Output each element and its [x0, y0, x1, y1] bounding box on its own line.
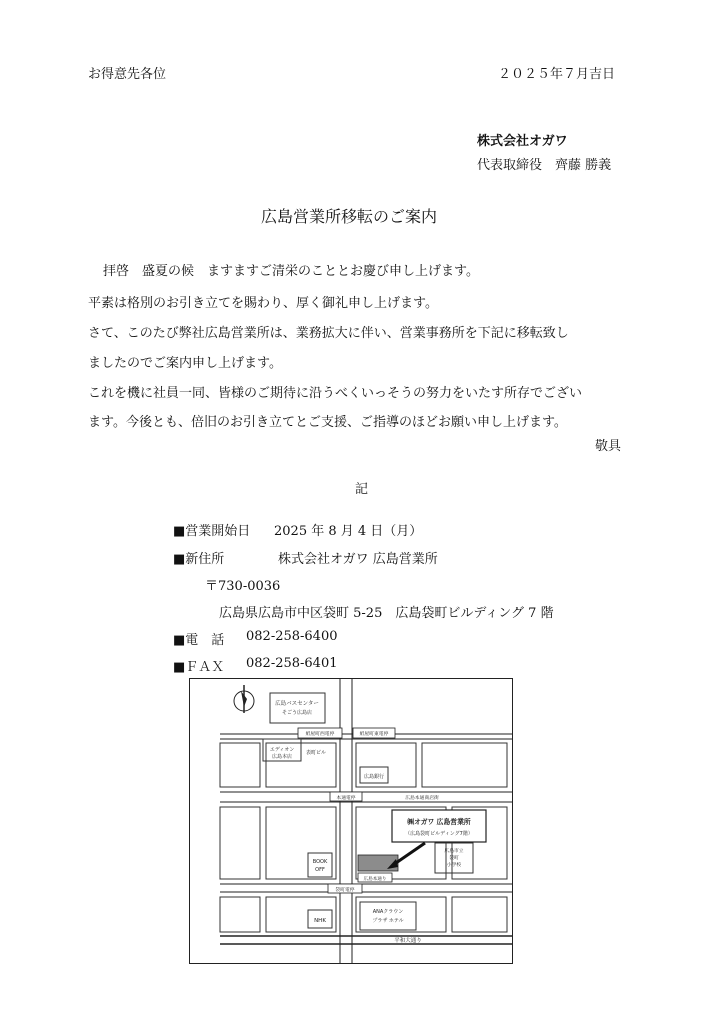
body-line-4: ましたのでご案内申し上げます。 [88, 356, 282, 371]
sender-company: 株式会社オガワ [477, 134, 568, 149]
nishi-bank-label: 広島本通り [363, 877, 387, 882]
location-map [189, 678, 513, 964]
office-callout [392, 810, 486, 842]
bus-center-label-1: 広島バスセンター [275, 701, 319, 707]
nhk-label: NHK [314, 918, 326, 924]
bookoff-label-2: OFF [315, 867, 325, 873]
stop-kamiyacho-east: 紙屋町東電停 [359, 732, 389, 737]
closing: 敬具 [595, 439, 622, 454]
tel-value: 082-258-6400 [246, 629, 338, 644]
hondori-shopping-street: 広島本通商店街 [405, 796, 439, 801]
school-label-3: 小学校 [446, 863, 462, 868]
north-compass-icon [234, 685, 254, 713]
stop-fukuromachi: 袋町電停 [335, 888, 355, 893]
stop-kamiyacho-west: 紙屋町西電停 [305, 732, 335, 737]
sender-representative: 代表取締役 齊藤 勝義 [477, 158, 612, 173]
hondori-road [220, 792, 513, 802]
bookoff-label-1: BOOK [312, 859, 328, 865]
new-address-name: 株式会社オガワ 広島営業所 [278, 552, 438, 567]
ana-hotel-label-1: ANAクラウン [372, 909, 404, 915]
school-label-1: 広島市立 [444, 849, 464, 854]
open-date-value: 2025 年 8 月 4 日（月） [274, 524, 423, 539]
fukuromachi-road [220, 884, 513, 892]
recipient: お得意先各位 [88, 67, 167, 82]
postal-code: 〒730-0036 [205, 579, 281, 594]
office-building [358, 855, 398, 871]
body-line-5: これを機に社員一同、皆様のご期待に沿うべくいっそうの努力をいたす所存でござい [88, 386, 583, 401]
office-pointer-arrow [393, 843, 425, 865]
ana-hotel-label-2: プラザ ホテル [372, 918, 404, 924]
body-line-2: 平素は格別のお引き立てを賜わり、厚く御礼申し上げます。 [88, 296, 438, 311]
edion-label-1: エディオン [269, 747, 295, 753]
body-line-3: さて、このたび弊社広島営業所は、業務拡大に伴い、営業事務所を下記に移転致し [88, 326, 569, 341]
body-line-1: 拝啓 盛夏の候 ますますご清栄のこととお慶び申し上げます。 [103, 264, 479, 279]
ki-heading: 記 [355, 482, 369, 497]
date: ２０２５年７月吉日 [498, 67, 616, 82]
new-address-label: ■新住所 [173, 552, 225, 567]
new-address: 広島県広島市中区袋町 5-25 広島袋町ビルディング 7 階 [219, 606, 554, 621]
heiwa-oodori-road [220, 936, 513, 944]
school-label-2: 袋町 [449, 856, 459, 861]
office-name: ㈱オガワ 広島営業所 [407, 818, 471, 826]
body-line-6: ます。今後とも、倍旧のお引き立てとご支援、ご指導のほどお願い申し上げます。 [88, 415, 567, 430]
tel-label: ■電 話 [173, 633, 225, 648]
edion-label-2: 広島本店 [271, 754, 293, 760]
page-title: 広島営業所移転のご案内 [261, 207, 438, 226]
fax-label: ■ＦＡＸ [173, 660, 225, 675]
office-building-name: （広島袋町ビルディング7階） [405, 831, 473, 837]
bus-center-label-2: そごう広島店 [281, 710, 313, 716]
omotemachi-building: 表町ビル [305, 750, 327, 756]
heiwa-oodori-label: 平和大通り [394, 938, 422, 944]
main-road [340, 679, 352, 964]
stop-hondori: 本通電停 [336, 796, 356, 801]
fax-value: 082-258-6401 [246, 656, 338, 671]
open-date-label: ■営業開始日 [173, 524, 251, 539]
hiroshima-bank: 広島銀行 [363, 774, 385, 780]
